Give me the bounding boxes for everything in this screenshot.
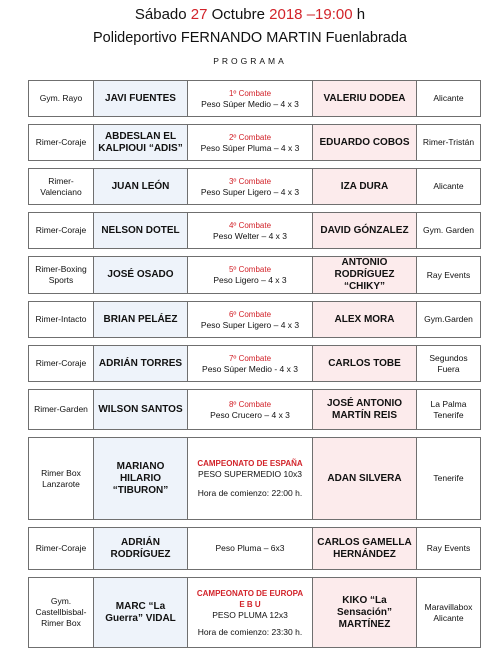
- club-right: [417, 528, 481, 570]
- bout-row: [29, 438, 481, 520]
- venue-title: Polideportivo FERNANDO MARTIN Fuenlabrada: [92, 30, 407, 46]
- fighter-right: [313, 528, 417, 570]
- combat-number: 1º Combate: [228, 88, 272, 98]
- fighter-right: [313, 390, 417, 430]
- club-right: [417, 213, 481, 249]
- bout-row: [29, 302, 481, 338]
- weight-class: PESO PLUMA 12x3: [212, 609, 288, 620]
- club-left: [29, 81, 94, 117]
- bout-row: [29, 125, 481, 161]
- club-right-text: Alicante: [433, 93, 464, 103]
- club-left-text: Gym. Castellbisbal-Rimer Box: [35, 596, 87, 628]
- weight-class: Peso Welter – 4 x 3: [212, 230, 288, 241]
- fighter-left: [94, 169, 188, 205]
- club-right: [417, 169, 481, 205]
- fighter-right: [313, 302, 417, 338]
- combat-number: 7º Combate: [228, 353, 272, 363]
- club-left-text: Rimer-Garden: [34, 404, 88, 414]
- fighter-left: [94, 390, 188, 430]
- club-right-text: Segundos Fuera: [429, 352, 468, 374]
- club-left-text: Rimer-Coraje: [35, 225, 87, 235]
- weight-class: Peso Super Ligero – 4 x 3: [200, 319, 300, 330]
- date-dash: –: [302, 6, 316, 23]
- fighter-right-name: ADAN SILVERA: [327, 472, 402, 484]
- club-left: [29, 125, 94, 161]
- fighter-right-name: ANTONIO RODRÍGUEZ “CHIKY”: [334, 257, 395, 292]
- club-left: [29, 169, 94, 205]
- bout-row: [29, 528, 481, 570]
- club-left-text: Rimer-Coraje: [35, 137, 87, 147]
- fighter-left: [94, 578, 188, 648]
- fight-card-table: [28, 80, 481, 648]
- fighter-left: [94, 302, 188, 338]
- club-left: [29, 257, 94, 294]
- fighter-right: [313, 213, 417, 249]
- bout-row: [29, 346, 481, 382]
- fighter-left-name: ADRIÁN RODRÍGUEZ: [110, 536, 171, 560]
- club-left: [29, 346, 94, 382]
- fighter-right-name: DAVID GÓNZALEZ: [320, 224, 409, 236]
- fighter-right-name: CARLOS TOBE: [328, 357, 401, 369]
- fighter-left: [94, 81, 188, 117]
- club-right: [417, 346, 481, 382]
- fighter-right-name: VALERIU DODEA: [323, 92, 406, 104]
- fighter-left: [94, 438, 188, 520]
- fighter-left-name: ABDESLAN EL KALPIOUI “ADIS”: [98, 130, 183, 154]
- bout-info: [188, 390, 313, 430]
- club-left: [29, 390, 94, 430]
- bout-info: [188, 346, 313, 382]
- weight-class: Peso Crucero – 4 x 3: [210, 409, 290, 420]
- club-right: [417, 578, 481, 648]
- club-left: [29, 213, 94, 249]
- bout-info: [188, 438, 313, 520]
- row-gap: [29, 382, 481, 390]
- row-gap: [29, 338, 481, 346]
- row-gap: [29, 161, 481, 169]
- weight-class: Peso Súper Medio - 4 x 3: [202, 363, 298, 374]
- club-left-text: Rimer-Coraje: [35, 358, 87, 368]
- club-right-text: Gym.Garden: [424, 314, 473, 324]
- row-gap: [29, 249, 481, 257]
- date-month: Octubre: [207, 6, 270, 23]
- club-left: [29, 578, 94, 648]
- fighter-left-name: NELSON DOTEL: [101, 224, 180, 236]
- date-day: 27: [190, 6, 208, 23]
- fighter-left-name: MARIANO HILARIO “TIBURON”: [112, 460, 169, 496]
- bout-row: [29, 81, 481, 117]
- bout-info: [188, 528, 313, 570]
- fighter-left: [94, 346, 188, 382]
- bout-row: [29, 169, 481, 205]
- club-right: [417, 390, 481, 430]
- bout-info: [188, 125, 313, 161]
- club-right: [417, 438, 481, 520]
- club-right-text: Tenerife: [433, 473, 464, 483]
- weight-class: Peso Ligero – 4 x 3: [213, 275, 287, 285]
- bout-row: [29, 578, 481, 648]
- row-gap: [29, 294, 481, 302]
- row-gap: [29, 520, 481, 528]
- fighter-right: [313, 169, 417, 205]
- championship-subtitle: E B U: [239, 599, 261, 609]
- club-right-text: Ray Events: [426, 543, 471, 553]
- bout-info: [188, 81, 313, 117]
- club-left-text: Rimer Box Lanzarote: [41, 467, 81, 489]
- fighter-left: [94, 125, 188, 161]
- row-gap: [29, 570, 481, 578]
- fighter-right-name: ALEX MORA: [334, 313, 395, 325]
- fighter-left: [94, 528, 188, 570]
- club-left: [29, 528, 94, 570]
- club-left: [29, 302, 94, 338]
- weight-class: Peso Pluma – 6x3: [215, 543, 285, 553]
- bout-info: [188, 213, 313, 249]
- fighter-left-name: BRIAN PELÁEZ: [103, 313, 178, 325]
- weight-class: Peso Súper Medio – 4 x 3: [201, 98, 299, 109]
- fighter-left-name: JOSÉ OSADO: [107, 269, 174, 280]
- club-right-text: La Palma Tenerife: [430, 398, 467, 420]
- weight-class: Peso Super Ligero – 4 x 3: [200, 186, 300, 197]
- row-gap: [29, 205, 481, 213]
- programa-label: PROGRAMA: [213, 56, 287, 66]
- club-right: [417, 257, 481, 294]
- fighter-right-name: KIKO “La Sensación” MARTÍNEZ: [336, 594, 393, 630]
- fighter-right-name: CARLOS GAMELLA HERNÁNDEZ: [317, 536, 412, 560]
- combat-number: 3º Combate: [228, 176, 272, 186]
- fighter-right: [313, 438, 417, 520]
- bout-row: [29, 257, 481, 294]
- fighter-left-name: MARC “La Guerra” VIDAL: [105, 600, 176, 624]
- fighter-right-name: EDUARDO COBOS: [319, 136, 410, 148]
- combat-number: 5º Combate: [228, 265, 272, 274]
- weight-class: PESO SUPERMEDIO 10x3: [198, 469, 302, 479]
- club-right: [417, 125, 481, 161]
- fighter-left-name: ADRIÁN TORRES: [98, 357, 183, 369]
- bout-row: [29, 213, 481, 249]
- start-time: Hora de comienzo: 23:30 h.: [197, 626, 303, 637]
- fighter-right: [313, 346, 417, 382]
- fighter-right: [313, 125, 417, 161]
- combat-number: 2º Combate: [228, 132, 272, 142]
- combat-number: 6º Combate: [228, 309, 272, 319]
- bout-info: [188, 578, 313, 648]
- club-right-text: Alicante: [433, 181, 464, 191]
- fighter-right-name: JOSÉ ANTONIO MARTÍN REIS: [326, 397, 402, 421]
- championship-title: CAMPEONATO DE ESPAÑA: [197, 459, 303, 468]
- club-left: [29, 438, 94, 520]
- club-right-text: Maravillabox Alicante: [424, 601, 473, 623]
- bout-info: [188, 257, 313, 294]
- fighter-right: [313, 578, 417, 648]
- fighter-left-name: JAVI FUENTES: [105, 92, 176, 104]
- row-gap: [29, 430, 481, 438]
- club-right: [417, 302, 481, 338]
- fighter-left-name: JUAN LEÓN: [111, 180, 170, 192]
- club-right: [417, 81, 481, 117]
- club-left-text: Rimer-Coraje: [35, 543, 87, 553]
- club-right-text: Gym. Garden: [422, 225, 475, 235]
- row-gap: [29, 117, 481, 125]
- date-year: 2018: [269, 6, 303, 23]
- fighter-left-name: WILSON SANTOS: [98, 403, 183, 415]
- combat-number: 4º Combate: [228, 220, 272, 230]
- club-left-text: Rimer-Intacto: [35, 314, 87, 324]
- club-right-text: Ray Events: [426, 269, 471, 280]
- combat-number: 8º Combate: [228, 399, 272, 409]
- club-left-text: Gym. Rayo: [39, 93, 83, 103]
- fighter-left: [94, 213, 188, 249]
- bout-info: [188, 169, 313, 205]
- weight-class: Peso Súper Pluma – 4 x 3: [200, 142, 300, 153]
- fighter-right: [313, 81, 417, 117]
- fighter-right-name: IZA DURA: [340, 180, 389, 192]
- club-right-text: Rimer-Tristán: [422, 137, 475, 147]
- club-left-text: Rimer-Boxing Sports: [35, 264, 87, 285]
- bout-row: [29, 390, 481, 430]
- bout-info: [188, 302, 313, 338]
- date-time: 19:00: [315, 6, 353, 23]
- event-date: [0, 6, 500, 23]
- fighter-right: [313, 257, 417, 294]
- championship-title: CAMPEONATO DE EUROPA: [196, 588, 304, 598]
- club-left-text: Rimer-Valenciano: [40, 175, 82, 197]
- date-weekday: Sábado: [134, 6, 191, 23]
- start-time: Hora de comienzo: 22:00 h.: [197, 488, 303, 498]
- fighter-left: [94, 257, 188, 294]
- date-hour-suffix: h: [352, 6, 366, 23]
